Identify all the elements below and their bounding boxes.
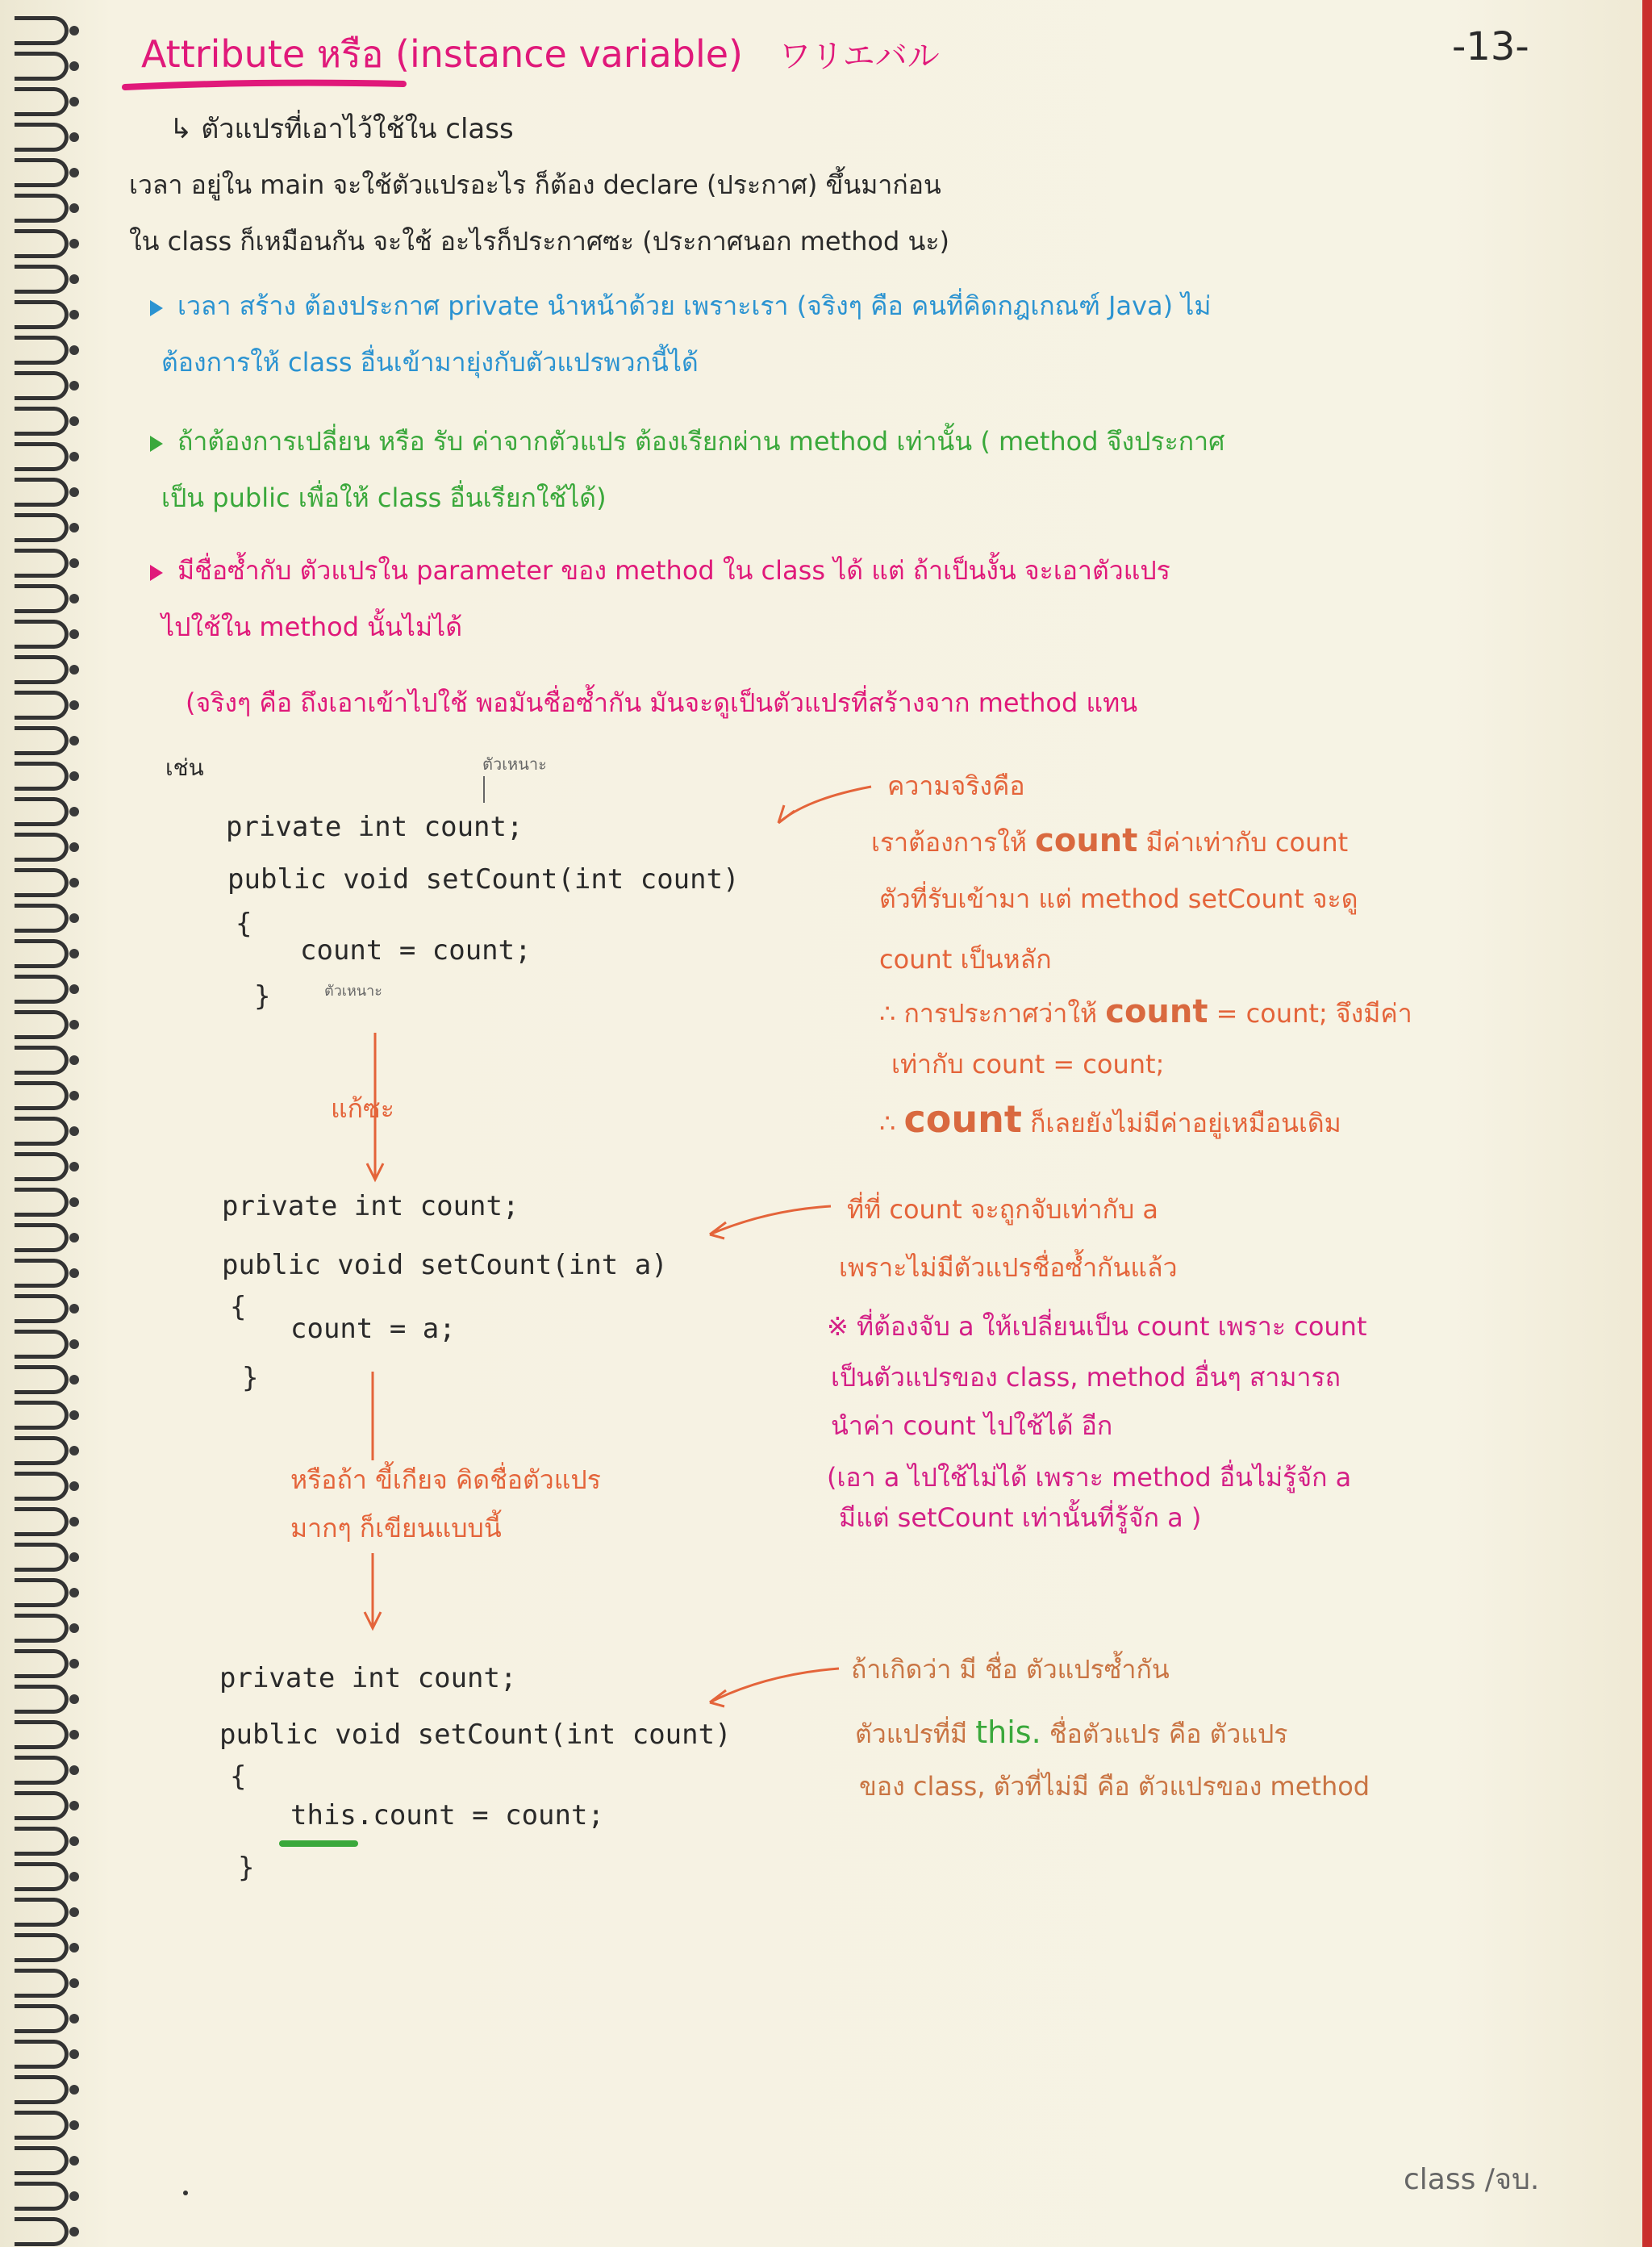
explain-1-line-7b: count — [903, 1097, 1022, 1141]
example-label: เช่น — [165, 754, 204, 781]
explain-1-line-6: เท่ากับ count = count; — [891, 1049, 1165, 1080]
explain-1-line-2b: count — [1035, 822, 1138, 859]
title-main: Attribute หรือ (instance variable) — [141, 32, 743, 76]
explain-1-line-2c: มีค่าเท่ากับ count — [1145, 827, 1349, 858]
bullet-2-line-2: เป็น public เพื่อให้ class อื่นเรียกใช้ได้) — [161, 482, 607, 513]
explain-1-line-7a: ∴ — [879, 1108, 896, 1138]
explain-1-line-3: ตัวที่รับเข้ามา แต่ method setCount จะดู — [879, 883, 1358, 914]
code-2-line-1: private int count; — [222, 1190, 519, 1222]
explain-1-line-7c: ก็เลยยังไม่มีค่าอยู่เหมือนเดิม — [1030, 1108, 1341, 1138]
explain-3-line-3: ของ class, ตัวที่ไม่มี คือ ตัวแปรของ method — [859, 1771, 1370, 1802]
explain-1-line-4: count เป็นหลัก — [879, 944, 1052, 975]
alt-label-line-1: หรือถ้า ขี้เกียจ คิดชื่อตัวแปร — [290, 1464, 601, 1495]
arrow-explain-3-icon — [710, 1669, 839, 1702]
explain-2-line-1: ที่ที่ count จะถูกจับเท่ากับ a — [847, 1194, 1159, 1225]
code-1-line-2: public void setCount(int count) — [227, 863, 740, 896]
explain-1-line-2a: เราต้องการให้ — [871, 827, 1027, 858]
code-2-line-2: public void setCount(int a) — [222, 1249, 668, 1281]
explain-1-line-5a: ∴ การประกาศว่าให้ — [879, 998, 1098, 1029]
explain-1-line-5c: = count; จึงมีค่า — [1216, 998, 1412, 1029]
explain-3-line-2b: this. — [975, 1714, 1041, 1750]
fix-label: แก้ซะ — [331, 1093, 394, 1124]
explain-2-line-2: เพราะไม่มีตัวแปรชื่อซ้ำกันแล้ว — [839, 1252, 1178, 1283]
explain-2-line-7: มีแต่ setCount เท่านั้นที่รู้จัก a ) — [839, 1502, 1202, 1533]
explain-1-line-1: ความจริงคือ — [887, 771, 1025, 801]
intro-line-3: ใน class ก็เหมือนกัน จะใช้ อะไรก็ประกาศซะ (ประกาศนอก method นะ) — [129, 226, 949, 257]
explain-3-line-2c: ชื่อตัวแปร คือ ตัวแปร — [1049, 1719, 1288, 1749]
code-note-bottom: ตัวเหนาะ — [324, 983, 382, 1000]
bullet-1-line-2: ต้องการให้ class อื่นเข้ามายุ่งกับตัวแปรพวกนี้ได้ — [161, 347, 699, 378]
footer-note: class /จบ. — [1404, 2163, 1540, 2196]
code-1-line-4: count = count; — [300, 934, 532, 967]
explain-3-line-2a: ตัวแปรที่มี — [855, 1719, 968, 1749]
explain-2-line-5: นำค่า count ไปใช้ได้ อีก — [831, 1410, 1113, 1441]
code-2-line-3: { — [230, 1291, 247, 1323]
title-underline — [125, 83, 403, 87]
bullet-3-line-1: มีชื่อซ้ำกับ ตัวแปรใน parameter ของ method ใน class ได้ แต่ ถ้าเป็นงั้น จะเอาตัวแปร — [177, 555, 1170, 586]
explain-2-line-6: (เอา a ไปใช้ไม่ได้ เพราะ method อื่นไม่รู้จัก a — [827, 1462, 1352, 1493]
title-katakana: ワリエバル — [778, 38, 940, 75]
explain-2-line-4: เป็นตัวแปรของ class, method อื่นๆ สามารถ — [831, 1362, 1341, 1393]
code-1-line-1: private int count; — [226, 811, 524, 843]
page-number: -13- — [1452, 24, 1529, 69]
arrow-explain-1-icon — [778, 787, 871, 823]
code-2-line-4: count = a; — [290, 1313, 456, 1345]
code-3-line-1: private int count; — [219, 1662, 517, 1694]
code-1-line-3: { — [236, 908, 252, 940]
explain-3-line-1: ถ้าเกิดว่า มี ชื่อ ตัวแปรซ้ำกัน — [851, 1654, 1170, 1685]
alt-label-line-2: มากๆ ก็เขียนแบบนี้ — [290, 1513, 502, 1543]
code-3-line-3: { — [230, 1760, 247, 1793]
code-3-line-4: this.count = count; — [290, 1799, 604, 1831]
bullet-2-line-1: ถ้าต้องการเปลี่ยน หรือ รับ ค่าจากตัวแปร ต้องเรียกผ่าน method เท่านั้น ( method จึงประกาศ — [177, 426, 1225, 457]
bullet-3-line-3: (จริงๆ คือ ถึงเอาเข้าไปใช้ พอมันชื่อซ้ำกัน มันจะดูเป็นตัวแปรที่สร้างจาก method แทน — [186, 687, 1138, 718]
code-3-line-2: public void setCount(int count) — [219, 1719, 732, 1751]
intro-line-1: ↳ ตัวแปรที่เอาไว้ใช้ใน class — [169, 113, 514, 145]
code-3-line-5: } — [238, 1852, 255, 1884]
explain-2-line-3: ※ ที่ต้องจับ a ให้เปลี่ยนเป็น count เพราะ count — [827, 1311, 1367, 1342]
explain-1-line-5b: count — [1105, 993, 1208, 1030]
bullet-1-line-1: เวลา สร้าง ต้องประกาศ private นำหน้าด้วย เพราะเรา (จริงๆ คือ คนที่คิดกฎเกณฑ์ Java) ไม่ — [177, 290, 1212, 321]
code-1-line-5: } — [254, 980, 271, 1013]
intro-line-2: เวลา อยู่ใน main จะใช้ตัวแปรอะไร ก็ต้อง declare (ประกาศ) ขึ้นมาก่อน — [129, 169, 941, 200]
code-2-line-5: } — [242, 1362, 259, 1394]
arrow-explain-2-icon — [710, 1206, 831, 1234]
bullet-3-line-2: ไปใช้ใน method นั้นไม่ได้ — [161, 612, 462, 642]
code-note-top: ตัวเหนาะ — [482, 754, 547, 774]
page-edge — [1642, 0, 1652, 2247]
